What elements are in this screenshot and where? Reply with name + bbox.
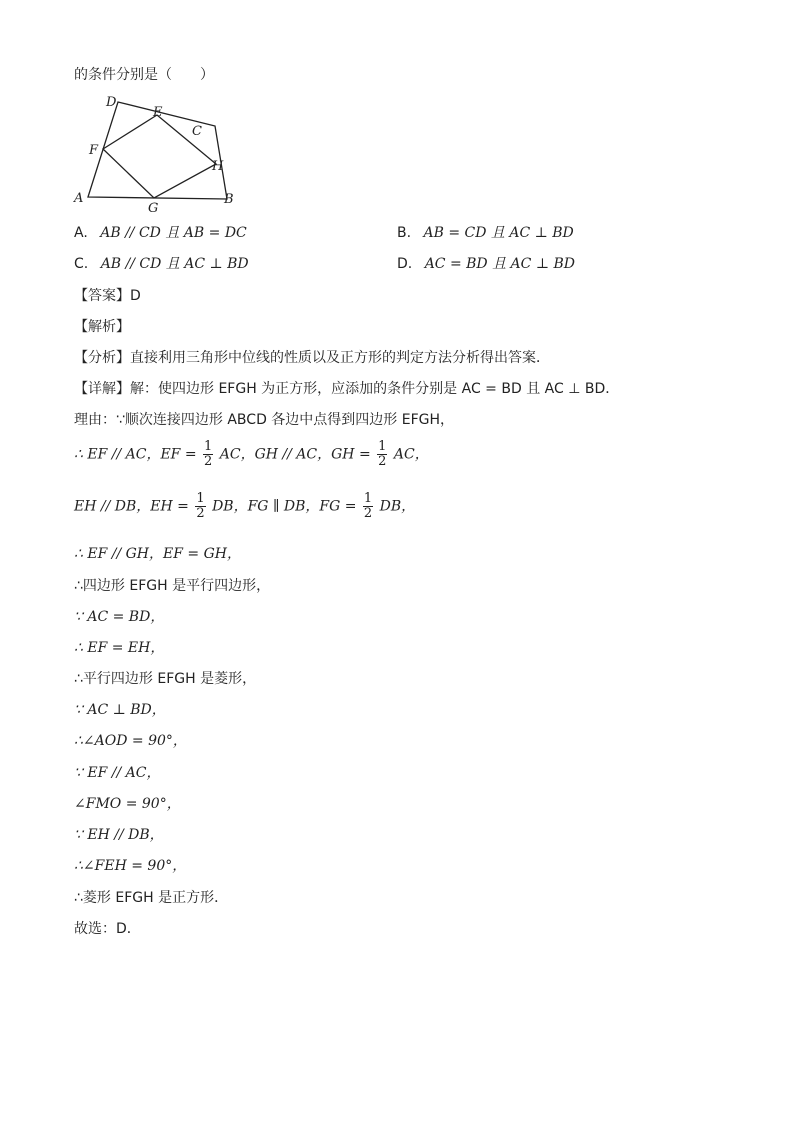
detail-line xyxy=(74,382,619,396)
answer-value: D xyxy=(130,288,141,304)
option-b-letter: B. xyxy=(397,225,412,241)
option-a-text: AB // CD 且 AB = DC xyxy=(100,225,247,241)
step-5: ∴平行四边形 EFGH 是菱形， xyxy=(74,671,257,687)
label-a: A xyxy=(74,191,84,206)
eq1-fraction-1: $\frac{1}{2}$ xyxy=(204,439,213,469)
eq2-fraction-1: $\frac{1}{2}$ xyxy=(196,491,205,521)
label-e: E xyxy=(153,105,163,120)
step-11: ∴∠FEH = 90°， xyxy=(74,858,187,874)
fenxi-text: 直接利用三角形中位线的性质以及正方形的判定方法分析得出答案． xyxy=(130,350,550,366)
option-c-letter: C. xyxy=(74,256,89,272)
option-d[interactable] xyxy=(397,257,575,271)
label-h: H xyxy=(212,159,224,174)
option-c-text: AB // CD 且 AC ⊥ BD xyxy=(100,256,249,272)
label-g: G xyxy=(148,201,159,216)
eq1-part3: AC， xyxy=(393,446,429,463)
label-c: C xyxy=(192,124,202,139)
fenxi-label: 【分析】 xyxy=(74,350,130,366)
step-10: ∵ EH // DB， xyxy=(74,827,164,843)
answer-line xyxy=(74,289,141,303)
option-b[interactable] xyxy=(397,226,574,240)
eq1-part2: AC，GH // AC，GH = xyxy=(219,446,371,463)
reason-line: 理由：∵顺次连接四边形 ABCD 各边中点得到四边形 EFGH， xyxy=(74,412,455,428)
analysis-label: 【解析】 xyxy=(74,319,130,335)
step-4: ∴ EF = EH， xyxy=(74,640,165,656)
eq2-part2: DB，FG ∥ DB，FG = xyxy=(212,498,357,515)
step-9: ∠FMO = 90°， xyxy=(74,796,181,812)
option-d-text: AC = BD 且 AC ⊥ BD xyxy=(424,256,575,272)
answer-label: 【答案】 xyxy=(74,288,130,304)
option-b-text: AB = CD 且 AC ⊥ BD xyxy=(423,225,574,241)
step-7: ∴∠AOD = 90°， xyxy=(74,733,187,749)
option-a-letter: A. xyxy=(74,225,88,241)
step-6: ∵ AC ⊥ BD， xyxy=(74,702,166,718)
question-stem-tail: 的条件分别是（ ） xyxy=(74,67,214,83)
step-8: ∵ EF // AC， xyxy=(74,765,161,781)
equation-line-2 xyxy=(74,492,415,521)
eq2-part3: DB， xyxy=(379,498,416,515)
step-1: ∴ EF // GH，EF = GH， xyxy=(74,546,241,562)
eq1-part1: ∴ EF // AC，EF = xyxy=(74,446,197,463)
label-d: D xyxy=(106,95,117,110)
detail-text: 解：使四边形 EFGH 为正方形，应添加的条件分别是 AC = BD 且 AC ⊥ BD． xyxy=(130,381,620,397)
step-2: ∴四边形 EFGH 是平行四边形， xyxy=(74,578,271,594)
option-a[interactable] xyxy=(74,226,247,240)
step-3: ∵ AC = BD， xyxy=(74,609,165,625)
detail-label: 【详解】 xyxy=(74,381,130,397)
eq2-fraction-2: $\frac{1}{2}$ xyxy=(363,491,373,521)
step-13: 故选：D． xyxy=(74,921,141,937)
label-b: B xyxy=(224,192,234,207)
eq2-part1: EH // DB，EH = xyxy=(74,498,189,515)
option-c[interactable] xyxy=(74,257,249,271)
fenxi-line xyxy=(74,351,550,365)
equation-line-1 xyxy=(74,440,429,469)
label-f: F xyxy=(89,143,99,158)
step-12: ∴菱形 EFGH 是正方形． xyxy=(74,890,229,906)
quadrilateral-figure xyxy=(70,92,240,216)
option-d-letter: D. xyxy=(397,256,413,272)
eq1-fraction-2: $\frac{1}{2}$ xyxy=(378,439,387,469)
